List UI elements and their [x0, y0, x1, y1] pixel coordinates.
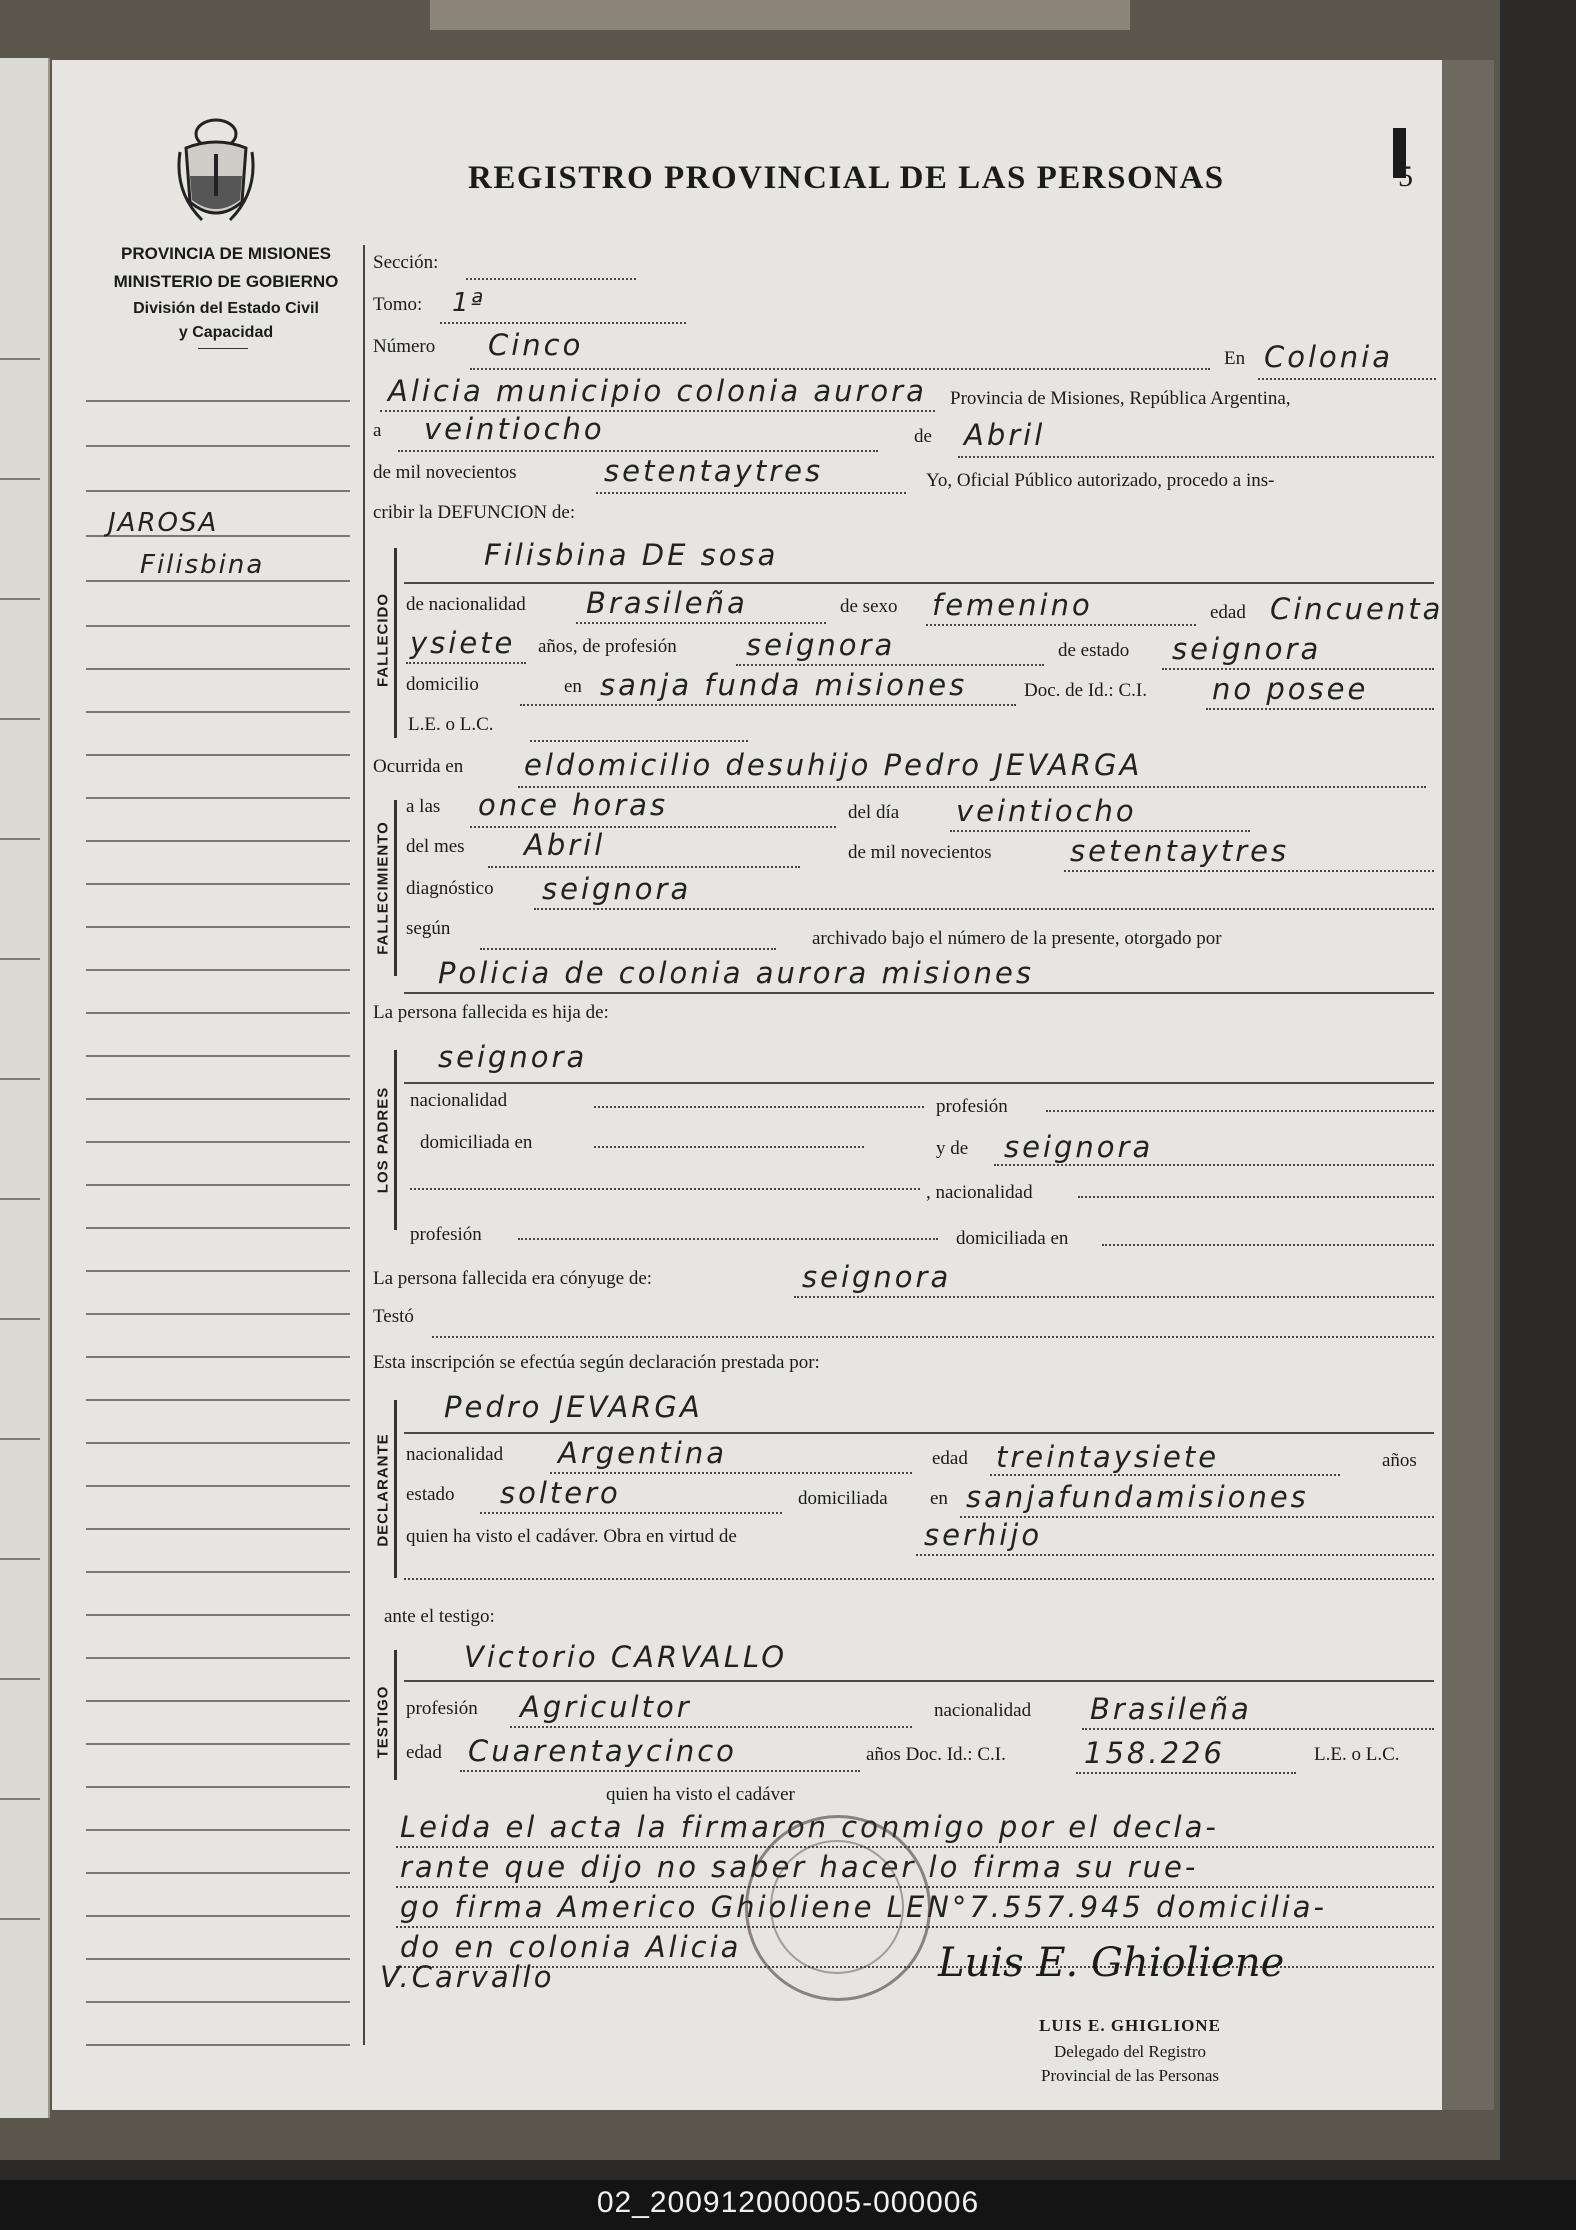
anio-value: setentaytres: [604, 454, 824, 488]
madre-nacionalidad-field: [1078, 1196, 1434, 1198]
fallecido-section-label: FALLECIDO: [374, 593, 392, 687]
margin-line: [86, 1313, 350, 1315]
margin-line: [86, 883, 350, 885]
diagnostico-field: [534, 908, 1434, 910]
declarante-visto-label: quien ha visto el cadáver. Obra en virtud de: [406, 1526, 737, 1547]
declarante-estado-label: estado: [406, 1484, 455, 1505]
note-line: do en colonia Alicia: [400, 1930, 742, 1964]
testigo-edad-label: edad: [406, 1742, 442, 1763]
padre-profesion-label: profesión: [936, 1096, 1008, 1117]
padre-profesion-field: [1046, 1110, 1434, 1112]
segun-label: según: [406, 918, 451, 939]
margin-surname: JAROSA: [108, 508, 219, 538]
estado-field: [1162, 668, 1434, 670]
dia-value-2: veintiocho: [956, 794, 1137, 828]
madre-domiciliada-field: [1102, 1244, 1434, 1246]
margin-divider: [363, 245, 365, 2045]
page-title: REGISTRO PROVINCIAL DE LAS PERSONAS: [468, 160, 1225, 196]
image-id: 02_200912000005-000006: [596, 2186, 980, 2219]
margin-line: [86, 2001, 350, 2003]
testigo-line: [404, 1680, 1434, 1682]
margin-line: [86, 1657, 350, 1659]
margin-line: [86, 490, 350, 492]
diagnostico-label: diagnóstico: [406, 878, 494, 899]
seccion-field: [466, 278, 636, 280]
testo-label: Testó: [373, 1306, 414, 1327]
ocurrida-value: eldomicilio desuhijo Pedro JEVARGA: [524, 748, 1143, 782]
margin-line: [86, 1141, 350, 1143]
margin-line: [86, 1227, 350, 1229]
dia-field-2: [950, 830, 1250, 832]
anio-value-2: setentaytres: [1070, 834, 1290, 868]
testigo-visto-label: quien ha visto el cadáver: [606, 1784, 795, 1805]
margin-line: [86, 445, 350, 447]
le-field: [530, 740, 748, 742]
sexo-field: [926, 624, 1196, 626]
declaracion-text: Esta inscripción se efectúa según declaración prestada por:: [373, 1352, 820, 1373]
madre-domiciliada-label: domiciliada en: [956, 1228, 1069, 1249]
tomo-field: [440, 322, 686, 324]
profesion-label: años, de profesión: [538, 636, 677, 657]
mil-label: de mil novecientos: [373, 462, 517, 483]
margin-line: [86, 1958, 350, 1960]
declarante-edad-label: edad: [932, 1448, 968, 1469]
image-caption-bar: [0, 2180, 1576, 2230]
official-signature: Luis E. Ghioliene: [938, 1940, 1285, 1986]
de-label: de: [914, 426, 932, 447]
declarante-section-label: DECLARANTE: [374, 1433, 392, 1547]
oficial-text: Yo, Oficial Público autorizado, procedo a ins-: [926, 470, 1275, 491]
testigo-nombre: Victorio CARVALLO: [464, 1640, 788, 1674]
note-line: Leida el acta la firmaron conmigo por el decla-: [400, 1810, 1219, 1844]
declarante-line: [404, 1432, 1434, 1434]
margin-line: [86, 1098, 350, 1100]
hija-label: La persona fallecida es hija de:: [373, 1002, 609, 1023]
edad-label: edad: [1210, 602, 1246, 623]
declarante-en-label: en: [930, 1488, 948, 1509]
margin-line: [86, 1571, 350, 1573]
testigo-edad-field: [460, 1770, 860, 1772]
conyuge-value: seignora: [802, 1260, 952, 1294]
padre-line: [404, 1082, 1434, 1084]
margin-line: [86, 400, 350, 402]
padres-bracket: [394, 1050, 397, 1230]
madre-domicilio-field: [410, 1188, 920, 1190]
declarante-estado: soltero: [500, 1476, 621, 1510]
margin-line: [86, 668, 350, 670]
declarante-nacionalidad-field: [550, 1472, 912, 1474]
en-value: Colonia: [1264, 340, 1393, 374]
mes-field: [958, 456, 1434, 458]
fallecido-estado: seignora: [1172, 632, 1322, 666]
en-field: [1258, 378, 1436, 380]
declarante-anios-label: años: [1382, 1450, 1417, 1471]
margin-line: [86, 969, 350, 971]
margin-line: [86, 1786, 350, 1788]
margin-line: [86, 1270, 350, 1272]
segun-field: [480, 948, 776, 950]
fallecido-edad-2: ysiete: [410, 626, 516, 660]
margin-line: [86, 754, 350, 756]
fallecimiento-bracket: [394, 800, 397, 976]
testigo-doc-label: años Doc. Id.: C.I.: [866, 1744, 1006, 1765]
numero-field: [470, 368, 1210, 370]
org-rule: [198, 348, 248, 349]
madre-field: [994, 1164, 1434, 1166]
margin-line: [86, 711, 350, 713]
note-line: go firma Americo Ghioliene LEN°7.557.945 domicilia-: [400, 1890, 1327, 1924]
fallecimiento-section-label: FALLECIMIENTO: [374, 821, 392, 955]
domicilio-label: domicilio: [406, 674, 479, 695]
declarante-domicilio: sanjafundamisiones: [966, 1480, 1309, 1514]
testigo-nacionalidad-label: nacionalidad: [934, 1700, 1032, 1721]
tomo-value: 1ª: [452, 288, 485, 318]
fallecido-edad-1: Cincuenta: [1270, 592, 1444, 626]
fallecido-nacionalidad: Brasileña: [586, 586, 748, 620]
a-las-label: a las: [406, 796, 441, 817]
testigo-section-label: TESTIGO: [374, 1685, 392, 1759]
mes-value-2: Abril: [524, 828, 606, 862]
domicilio-en-label: en: [564, 676, 582, 697]
cover-edge: [430, 0, 1130, 30]
fallecido-doc: no posee: [1212, 672, 1369, 706]
margin-line: [86, 1356, 350, 1358]
profesion-field: [736, 664, 1044, 666]
declarante-nombre: Pedro JEVARGA: [444, 1390, 703, 1424]
declarante-edad: treintaysiete: [996, 1440, 1220, 1474]
testigo-doc-field: [1076, 1772, 1296, 1774]
declarante-virtud-field: [916, 1554, 1434, 1556]
margin-line: [86, 1012, 350, 1014]
margin-given-name: Filisbina: [140, 550, 265, 580]
declarante-estado-field: [480, 1512, 782, 1514]
conyuge-field: [794, 1296, 1434, 1298]
fallecido-nombre: Filisbina DE sosa: [484, 538, 779, 572]
page-number: 5: [1398, 160, 1413, 193]
margin-line: [86, 1614, 350, 1616]
anio-field-2: [1064, 870, 1434, 872]
margin-line: [86, 1743, 350, 1745]
otorgado-value: Policia de colonia aurora misiones: [438, 956, 1034, 990]
testigo-le-label: L.E. o L.C.: [1314, 1744, 1400, 1765]
tomo-label: Tomo:: [373, 294, 423, 315]
conyuge-label: La persona fallecida era cónyuge de:: [373, 1268, 653, 1289]
doc-field: [1206, 708, 1434, 710]
fallecido-bracket: [394, 548, 397, 738]
margin-line: [86, 580, 350, 582]
anio-field: [596, 492, 906, 494]
testigo-nacionalidad: Brasileña: [1090, 1692, 1252, 1726]
estado-label: de estado: [1058, 640, 1130, 661]
testigo-doc: 158.226: [1084, 1736, 1225, 1770]
margin-line: [86, 797, 350, 799]
numero-value: Cinco: [488, 328, 584, 362]
coat-of-arms-icon: [172, 112, 260, 232]
org-capacity: y Capacidad: [178, 324, 274, 341]
provincia-text: Provincia de Misiones, República Argentina,: [950, 388, 1291, 409]
domicilio-field: [520, 704, 1016, 706]
declarante-bracket: [394, 1400, 397, 1578]
dia-label: del día: [848, 802, 900, 823]
org-ministry: MINISTERIO DE GOBIERNO: [113, 272, 339, 291]
margin-line: [86, 2044, 350, 2046]
archivado-text: archivado bajo el número de la presente, otorgado por: [812, 928, 1222, 949]
fallecido-profesion: seignora: [746, 628, 896, 662]
testigo-profesion-label: profesión: [406, 1698, 478, 1719]
padres-section-label: LOS PADRES: [374, 1086, 392, 1194]
nacionalidad-label: de nacionalidad: [406, 594, 526, 615]
place-value: Alicia municipio colonia aurora: [388, 374, 927, 408]
mes-value: Abril: [964, 418, 1046, 452]
testigo-profesion-field: [510, 1726, 912, 1728]
edad-field: [406, 662, 526, 664]
madre-nacionalidad-label: , nacionalidad: [926, 1182, 1033, 1203]
fallecido-nombre-line: [404, 582, 1434, 584]
official-title-2: Provincial de las Personas: [1041, 2066, 1219, 2085]
margin-line: [86, 1184, 350, 1186]
official-seal-inner: [770, 1840, 904, 1974]
official-name: LUIS E. GHIGLIONE: [1039, 2016, 1221, 2035]
en-label: En: [1224, 348, 1246, 369]
declarante-nacionalidad: Argentina: [558, 1436, 727, 1470]
margin-line: [86, 926, 350, 928]
diagnostico-value: seignora: [542, 872, 692, 906]
testo-field: [432, 1336, 1434, 1338]
padre-value: seignora: [438, 1040, 588, 1074]
otorgado-line: [404, 992, 1434, 994]
mes-label: del mes: [406, 836, 465, 857]
note-line: rante que dijo no saber hacer lo firma su rue-: [400, 1850, 1199, 1884]
dia-value: veintiocho: [424, 412, 605, 446]
mil-label-2: de mil novecientos: [848, 842, 992, 863]
testigo-profesion: Agricultor: [520, 1690, 692, 1724]
page-frame-right: [1442, 60, 1494, 2110]
margin-line: [86, 1829, 350, 1831]
testigo-bracket: [394, 1650, 397, 1780]
official-title: Delegado del Registro: [1053, 2042, 1206, 2061]
declarante-edad-field: [990, 1474, 1340, 1476]
previous-page-edge: [0, 58, 50, 2118]
testigo-edad: Cuarentaycinco: [468, 1734, 737, 1768]
ante-testigo-label: ante el testigo:: [384, 1606, 495, 1627]
padre-domiciliada-label: domiciliada en: [420, 1132, 533, 1153]
numero-label: Número: [373, 336, 436, 357]
margin-line: [86, 1442, 350, 1444]
doc-label: Doc. de Id.: C.I.: [1024, 680, 1147, 701]
a-label: a: [373, 420, 382, 441]
margin-line: [86, 840, 350, 842]
madre-profesion-label: profesión: [410, 1224, 482, 1245]
padre-domiciliada-field: [594, 1146, 864, 1148]
seccion-label: Sección:: [373, 252, 439, 273]
dia-field: [398, 450, 878, 452]
fallecido-domicilio: sanja funda misiones: [600, 668, 968, 702]
testigo-nacionalidad-field: [1082, 1728, 1434, 1730]
margin-line: [86, 1399, 350, 1401]
org-division: División del Estado Civil: [133, 300, 319, 317]
margin-line: [86, 1055, 350, 1057]
madre-value: seignora: [1004, 1130, 1154, 1164]
y-de-label: y de: [936, 1138, 969, 1159]
note-rule: [396, 1846, 1434, 1848]
sexo-label: de sexo: [840, 596, 898, 617]
mes-field-2: [488, 866, 800, 868]
nacionalidad-field: [576, 622, 826, 624]
le-label: L.E. o L.C.: [408, 714, 494, 735]
margin-line: [86, 625, 350, 627]
declarante-nacionalidad-label: nacionalidad: [406, 1444, 504, 1465]
witness-signature: V.Carvallo: [380, 1960, 555, 1994]
margin-line: [86, 1872, 350, 1874]
margin-line: [86, 1485, 350, 1487]
madre-profesion-field: [518, 1238, 938, 1240]
padre-nacionalidad-field: [594, 1106, 924, 1108]
org-province: PROVINCIA DE MISIONES: [120, 244, 331, 263]
margin-line: [86, 1528, 350, 1530]
padre-nacionalidad-label: nacionalidad: [410, 1090, 508, 1111]
margin-line: [86, 1915, 350, 1917]
hora-value: once horas: [478, 788, 669, 822]
margin-line: [86, 1700, 350, 1702]
ocurrida-label: Ocurrida en: [373, 756, 464, 777]
declarante-domiciliada-label: domiciliada: [798, 1488, 888, 1509]
declarante-virtud: serhijo: [924, 1518, 1043, 1552]
declarante-extra-field: [404, 1578, 1434, 1580]
fallecido-sexo: femenino: [932, 588, 1093, 622]
inscribir-text: cribir la DEFUNCION de:: [373, 502, 576, 523]
